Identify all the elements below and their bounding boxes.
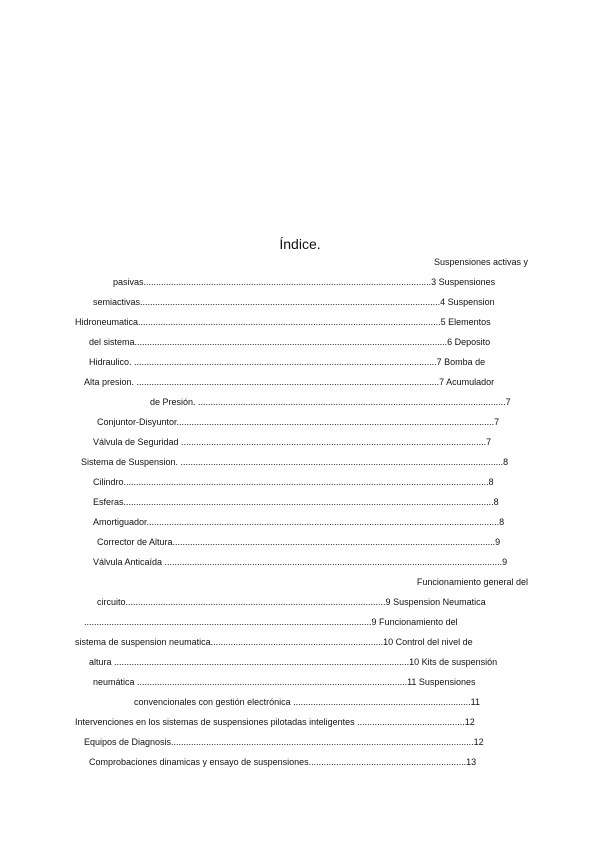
toc-line: semiactivas........................................................................................................................4 Suspension bbox=[93, 297, 495, 307]
toc-line: convencionales con gestión electrónica .......................................................................11 bbox=[134, 697, 480, 707]
toc-line: Conjuntor-Disyuntor...............................................................................................................................7 bbox=[97, 417, 500, 427]
toc-line: del sistema.............................................................................................................................6 Deposito bbox=[89, 337, 491, 347]
toc-line: Esferas....................................................................................................................................................8 bbox=[93, 497, 499, 507]
toc-line: Suspensiones activas y bbox=[433, 257, 528, 267]
toc-line: altura ......................................................................................................................10 Kits de suspensión bbox=[89, 657, 498, 667]
toc-line: Alta presion. .........................................................................................................................7 Acumulador bbox=[84, 377, 495, 387]
toc-line: Válvula Anticaída .......................................................................................................................................9 bbox=[93, 557, 508, 567]
toc-line: de Presión. ...........................................................................................................................7 bbox=[150, 397, 511, 407]
toc-line: Válvula de Seguridad ..........................................................................................................................7 bbox=[93, 437, 492, 447]
toc-line: Comprobaciones dinamicas y ensayo de suspensiones...............................................................13 bbox=[89, 757, 477, 767]
toc-line: Amortiguador.............................................................................................................................................8 bbox=[93, 517, 505, 527]
toc-line: Sistema de Suspension. .................................................................................................................................8 bbox=[81, 457, 509, 467]
toc-line: Corrector de Altura.................................................................................................................................9 bbox=[97, 537, 501, 547]
toc-line: Equipos de Diagnosis.........................................................................................................................12 bbox=[84, 737, 484, 747]
toc-line: Funcionamiento general del bbox=[416, 577, 528, 587]
toc-line: Hidroneumatica.........................................................................................................................5 Elementos bbox=[75, 317, 491, 327]
toc-line: circuito........................................................................................................9 Suspension Neumatica bbox=[97, 597, 486, 607]
index-title: Índice. bbox=[279, 236, 321, 252]
toc-line: Cilindro..................................................................................................................................................8 bbox=[93, 477, 494, 487]
toc-line: sistema de suspension neumatica.....................................................................10 Control del nivel de bbox=[75, 637, 473, 647]
toc-line: Intervenciones en los sistemas de suspensiones pilotadas inteligentes ...........................................12 bbox=[75, 717, 475, 727]
toc-line: neumática ............................................................................................................11 Suspensiones bbox=[93, 677, 476, 687]
toc-line: pasivas...................................................................................................................3 Suspensiones bbox=[113, 277, 496, 287]
toc-line: Hidraulico. .........................................................................................................................7 Bomba de bbox=[89, 357, 486, 367]
toc-line: ...................................................................................................................9 Funcionamiento del bbox=[84, 617, 458, 627]
